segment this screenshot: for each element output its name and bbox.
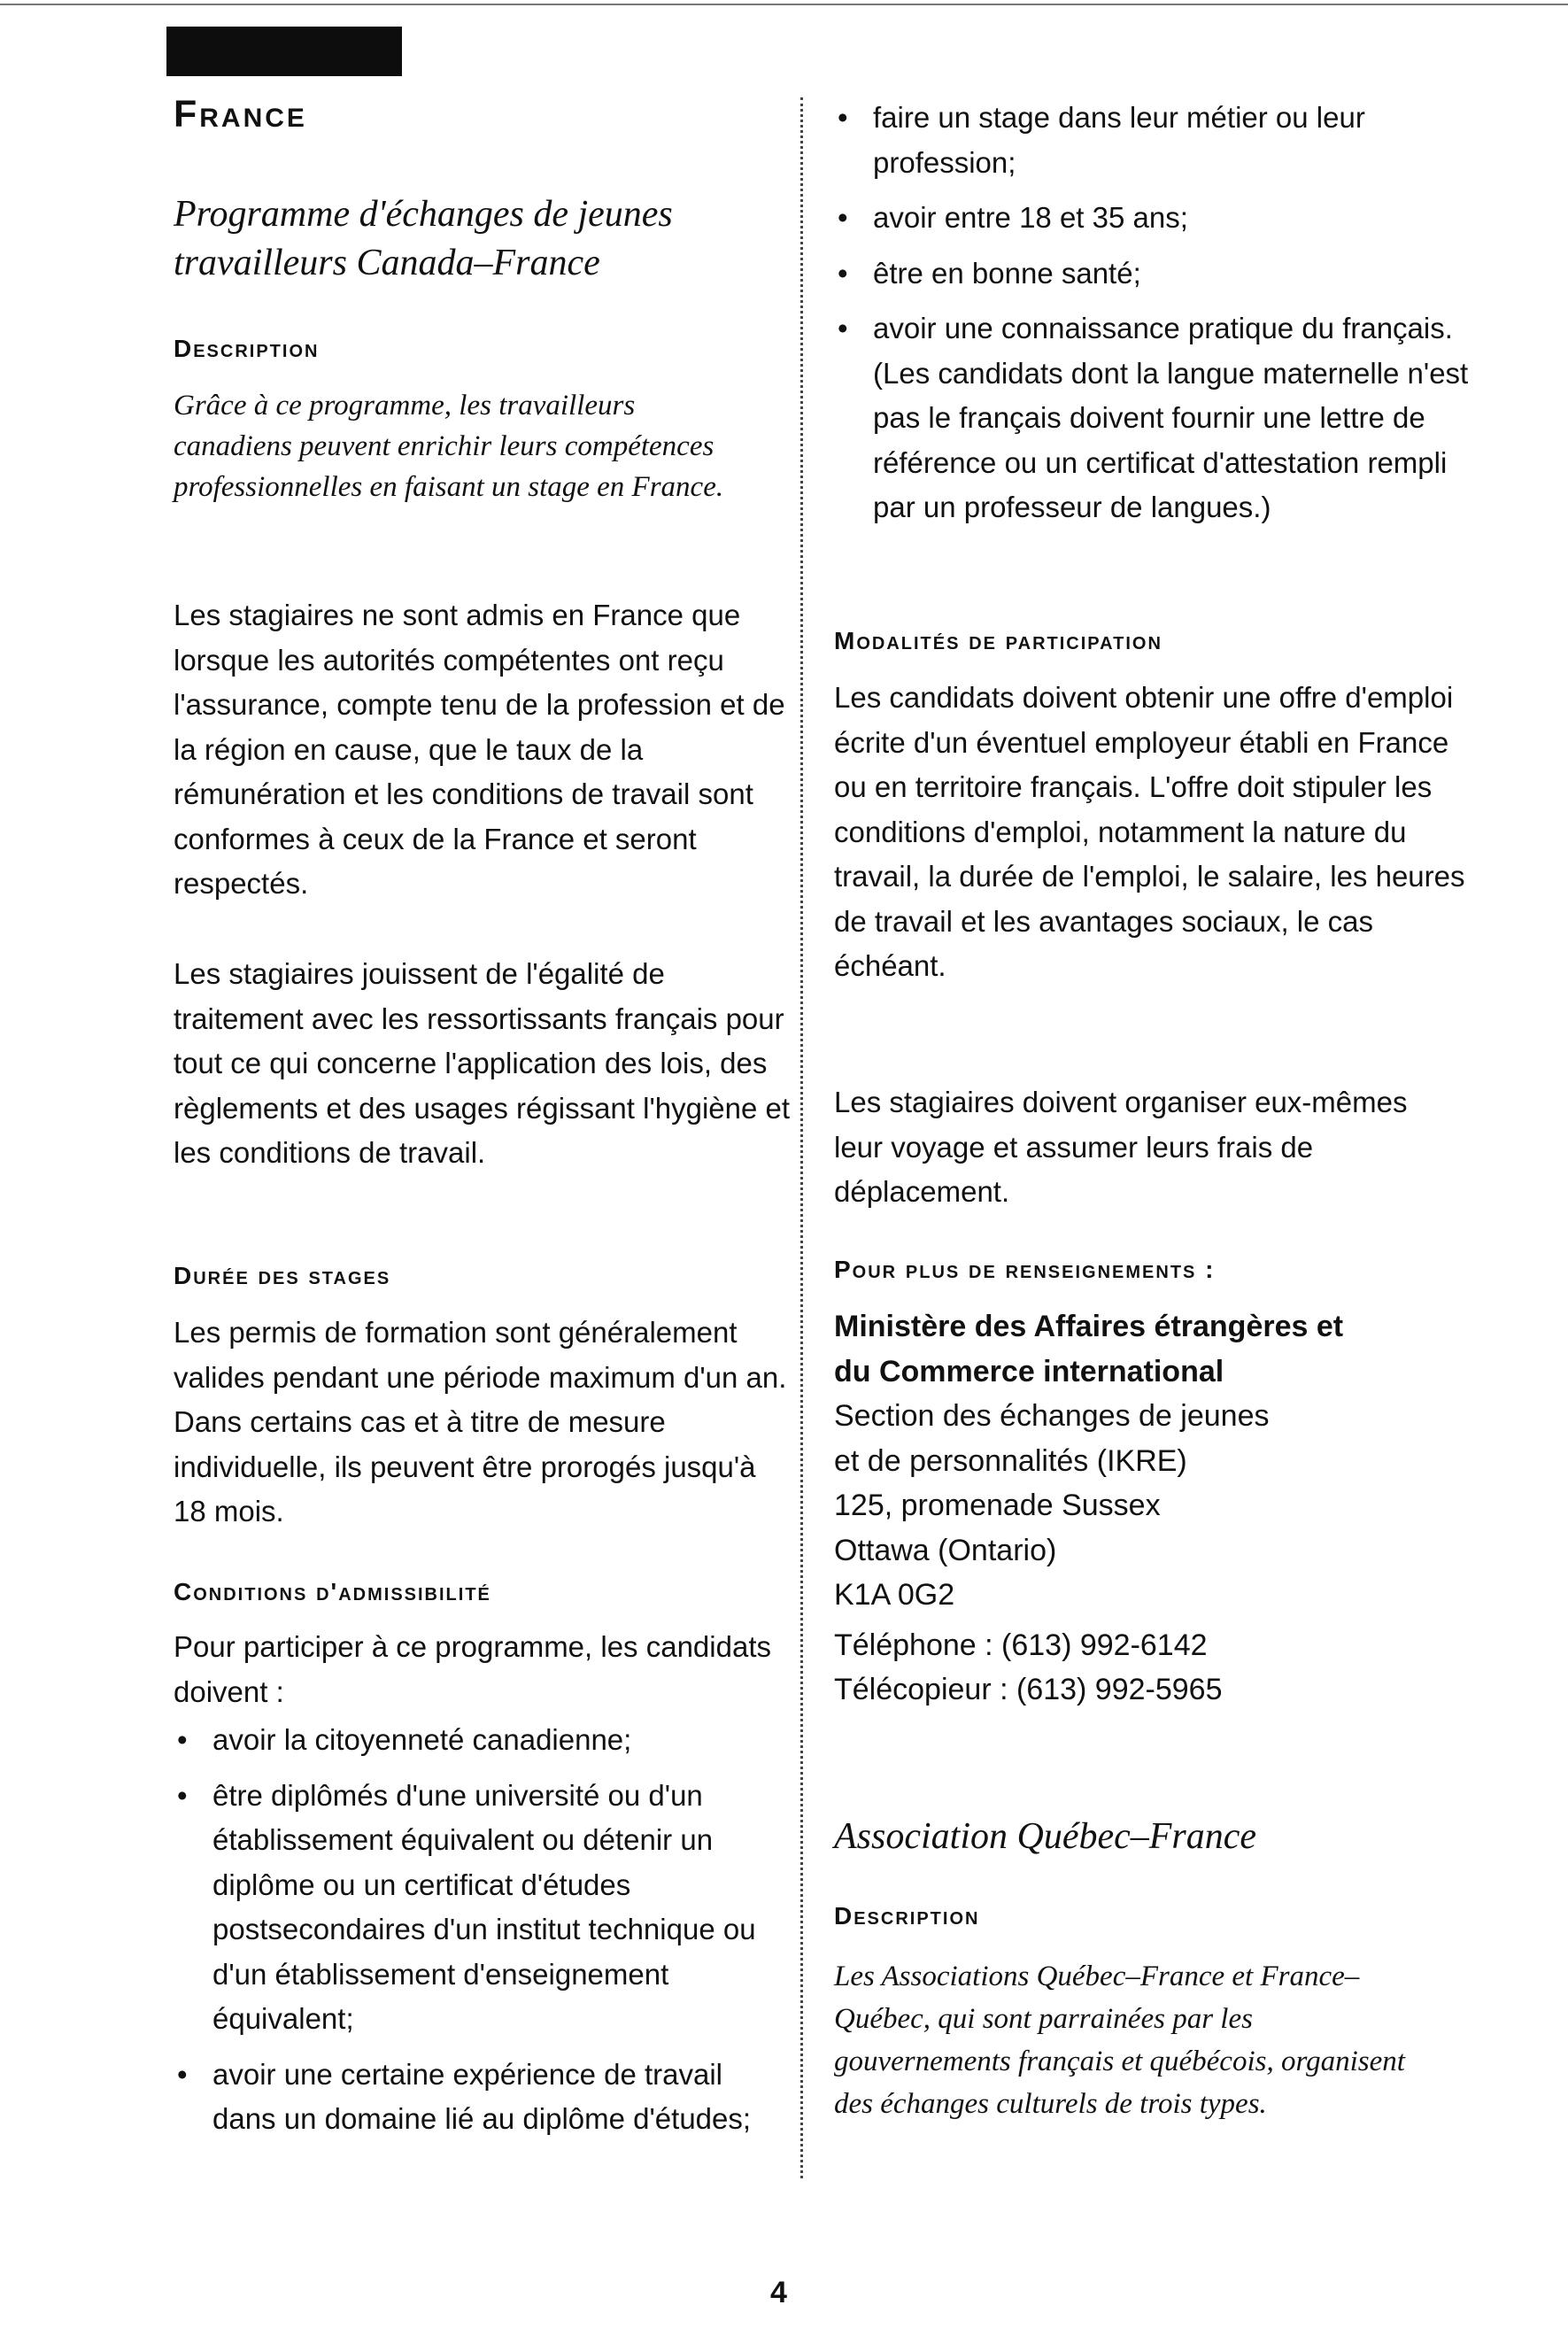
contact-address: 125, promenade Sussex [834,1489,1161,1522]
program-title: Programme d'échanges de jeunes travailleurs Canada–France [174,194,673,283]
list-item: • avoir une connaissance pratique du français. (Les candidats dont la langue maternelle n'est pas le français doivent fournir une lettre de référence ou un certificat d'attestation rempli par un professeur de langues.) [834,306,1471,530]
top-rule [0,0,1568,5]
paragraph-equality: Les stagiaires jouissent de l'égalité de traitement avec les ressortissants français pour tout ce qui concerne l'application des lois, des règlements et des usages régissant l'hygiène et les conditions de travail. [174,957,791,1169]
description-intro: Grâce à ce programme, les travailleurs canadiens peuvent enrichir leurs compétences professionnelles en faisant un stage en France. [174,390,724,503]
eligibility-intro: Pour participer à ce programme, les candidats doivent : [174,1630,771,1708]
bullet-icon: • [177,2057,188,2091]
eligibility-list-continued [834,96,1471,541]
list-item: • avoir une certaine expérience de travail dans un domaine lié au diplôme d'études; [174,2053,793,2142]
bullet-icon: • [838,312,848,344]
association-description-heading: Description [834,1902,980,1930]
participation-travel: Les stagiaires doivent organiser eux-mêmes leur voyage et assumer leurs frais de déplacement. [834,1086,1408,1208]
eligibility-heading: Conditions d'admissibilité [174,1578,491,1605]
contact-phone: Téléphone : (613) 992-6142 [834,1628,1208,1662]
section-tab-marker [166,27,402,76]
bullet-icon: • [838,101,848,134]
association-title: Association Québec–France [834,1816,1257,1857]
list-item: • faire un stage dans leur métier ou leur profession; [834,96,1471,185]
eligibility-list [174,1718,793,2153]
duration-text: Les permis de formation sont généralement valides pendant une période maximum d'un an. Dans certains cas et à titre de mesure individuelle, ils peuvent être prorogés jusqu'à 18 mois. [174,1316,787,1528]
contact-fax: Télécopieur : (613) 992-5965 [834,1673,1223,1706]
participation-heading: Modalités de participation [834,627,1162,654]
contact-postal: K1A 0G2 [834,1578,955,1612]
contact-section-line1: Section des échanges de jeunes [834,1399,1270,1433]
contact-org-line2: du Commerce international [834,1354,1224,1388]
contact-block [834,1304,1471,1713]
contact-section-line2: et de personnalités (IKRE) [834,1443,1187,1478]
list-item: • avoir entre 18 et 35 ans; [834,196,1471,241]
description-heading: Description [174,335,320,362]
bullet-icon: • [177,1723,188,1756]
page-number: 4 [770,2276,787,2309]
contact-org-line1: Ministère des Affaires étrangères et [834,1310,1344,1343]
association-description: Les Associations Québec–France et France–Québec, qui sont parrainées par les gouvernements français et québécois, organisent des échanges culturels de trois types. [834,1961,1405,2120]
contact-city: Ottawa (Ontario) [834,1533,1057,1567]
bullet-icon: • [177,1778,188,1812]
list-item: • avoir la citoyenneté canadienne; [174,1718,793,1763]
section-title: France [174,93,307,135]
list-item: • être en bonne santé; [834,251,1471,297]
info-heading: Pour plus de renseignements : [834,1256,1216,1283]
bullet-icon: • [838,201,848,234]
participation-text: Les candidats doivent obtenir une offre d'emploi écrite d'un éventuel employeur établi en France ou en territoire français. L'offre doit stipuler les conditions d'emploi, notamment la nature du travail, la durée de l'emploi, le salaire, les heures de travail et les avantages sociaux, le cas échéant. [834,681,1465,982]
paragraph-admission: Les stagiaires ne sont admis en France que lorsque les autorités compétentes ont reçu l'assurance, compte tenu de la profession et de la région en cause, que le taux de la rémunération et les conditions de travail sont conformes à ceux de la France et seront respectés. [174,599,785,900]
column-divider [800,97,803,2178]
bullet-icon: • [838,256,848,290]
list-item: • être diplômés d'une université ou d'un établissement équivalent ou détenir un diplôme ou un certificat d'études postsecondaires d'un institut technique ou d'un établissement d'enseignement équivalent; [174,1774,793,2042]
duration-heading: Durée des stages [174,1262,391,1289]
